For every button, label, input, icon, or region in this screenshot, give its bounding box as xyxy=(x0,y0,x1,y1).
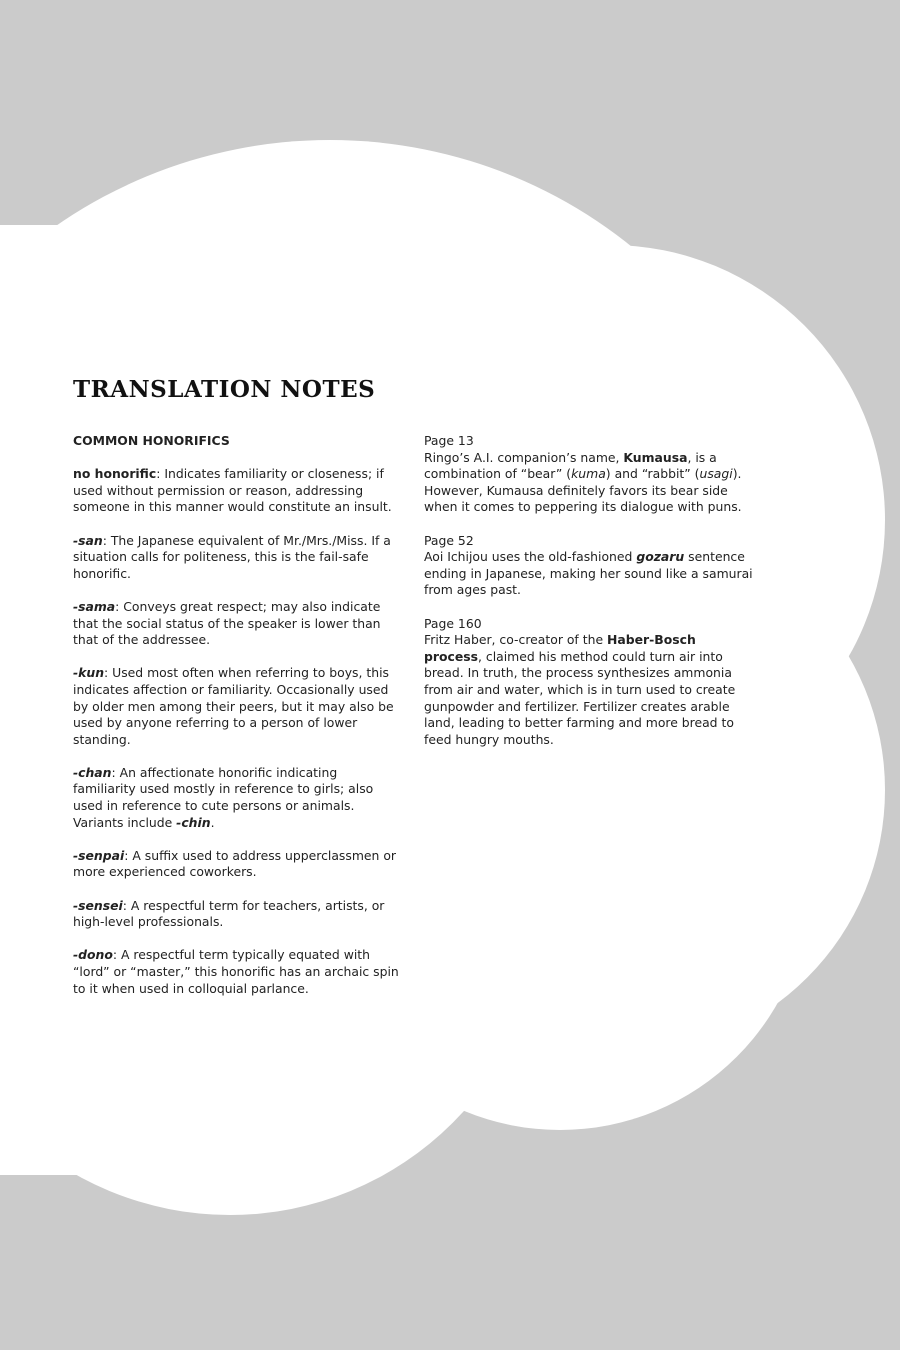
note-term: usagi xyxy=(699,466,733,482)
page-number: Page 52 xyxy=(424,532,474,548)
page-title: TRANSLATION NOTES xyxy=(73,376,376,403)
term: -sensei xyxy=(73,897,123,913)
note-term: gozaru xyxy=(636,549,685,565)
definition: : A suffix used to address upperclassmen or more experienced coworkers. xyxy=(73,847,396,880)
definition: : A respectful term for teachers, artists, or high-level professionals. xyxy=(73,897,385,930)
term: -kun xyxy=(73,665,105,681)
note-term: kuma xyxy=(571,466,606,482)
term: -chan xyxy=(73,764,112,780)
note-text: Fritz Haber, co-creator of the xyxy=(424,632,608,648)
definition: : An affectionate honorific indicating familiarity used mostly in reference to girls; also used in reference to cute persons or animals. Variants include xyxy=(73,764,374,830)
note-text: Aoi Ichijou uses the old-fashioned xyxy=(424,549,637,565)
section-heading: COMMON HONORIFICS xyxy=(73,433,230,448)
term: -san xyxy=(73,532,103,548)
term: -dono xyxy=(73,947,113,963)
term: -sama xyxy=(73,598,116,614)
definition: : Conveys great respect; may also indicate that the social status of the speaker is lower than that of the addressee. xyxy=(73,598,381,648)
note-term: Haber-Bosch process xyxy=(424,632,696,664)
page-note xyxy=(424,433,754,516)
definition: : The Japanese equivalent of Mr./Mrs./Miss. If a situation calls for politeness, this is the fail-safe honorific. xyxy=(73,532,391,581)
honorific-entry xyxy=(73,665,403,748)
definition: . xyxy=(210,814,215,830)
honorific-entry xyxy=(73,765,403,831)
honorific-entry xyxy=(73,599,403,649)
honorifics-column xyxy=(73,433,403,1014)
term: no honorific xyxy=(73,466,157,482)
note-text: Ringo’s A.I. companion’s name, xyxy=(424,449,624,465)
page-note xyxy=(424,533,754,599)
honorific-entry xyxy=(73,947,403,997)
note-term: Kumausa xyxy=(623,449,688,465)
page-note xyxy=(424,616,754,749)
note-text: sentence ending in Japanese, making her sound like a samurai from ages past. xyxy=(424,549,753,598)
honorific-entry xyxy=(73,466,403,516)
honorific-entry xyxy=(73,533,403,583)
page-notes-column xyxy=(424,433,754,765)
page-number: Page 13 xyxy=(424,433,474,448)
honorific-entry xyxy=(73,848,403,881)
term: -senpai xyxy=(73,847,125,863)
page-number: Page 160 xyxy=(424,615,482,631)
note-text: ) and “rabbit” ( xyxy=(605,466,700,482)
term: -chin xyxy=(176,814,211,830)
definition: : Used most often when referring to boys, this indicates affection or familiarity. Occasionally used by older men among their peers, but it may also be used by anyone referring to a person of lower standing. xyxy=(73,665,394,747)
definition: : A respectful term typically equated with “lord” or “master,” this honorific has an archaic spin to it when used in colloquial parlance. xyxy=(73,947,399,996)
definition: : Indicates familiarity or closeness; if used without permission or reason, addressing someone in this manner would constitute an insult. xyxy=(73,466,392,515)
note-text: , is a combination of “bear” ( xyxy=(424,449,717,482)
note-text: ). However, Kumausa definitely favors its bear side when it comes to peppering its dialogue with puns. xyxy=(424,466,742,515)
honorific-entry xyxy=(73,898,403,931)
note-text: , claimed his method could turn air into bread. In truth, the process synthesizes ammonia from air and water, which is in turn used to create gunpowder and fertilizer. Fertilizer creates arable land, leading to better farming and more bread to feed hungry mouths. xyxy=(424,648,736,747)
